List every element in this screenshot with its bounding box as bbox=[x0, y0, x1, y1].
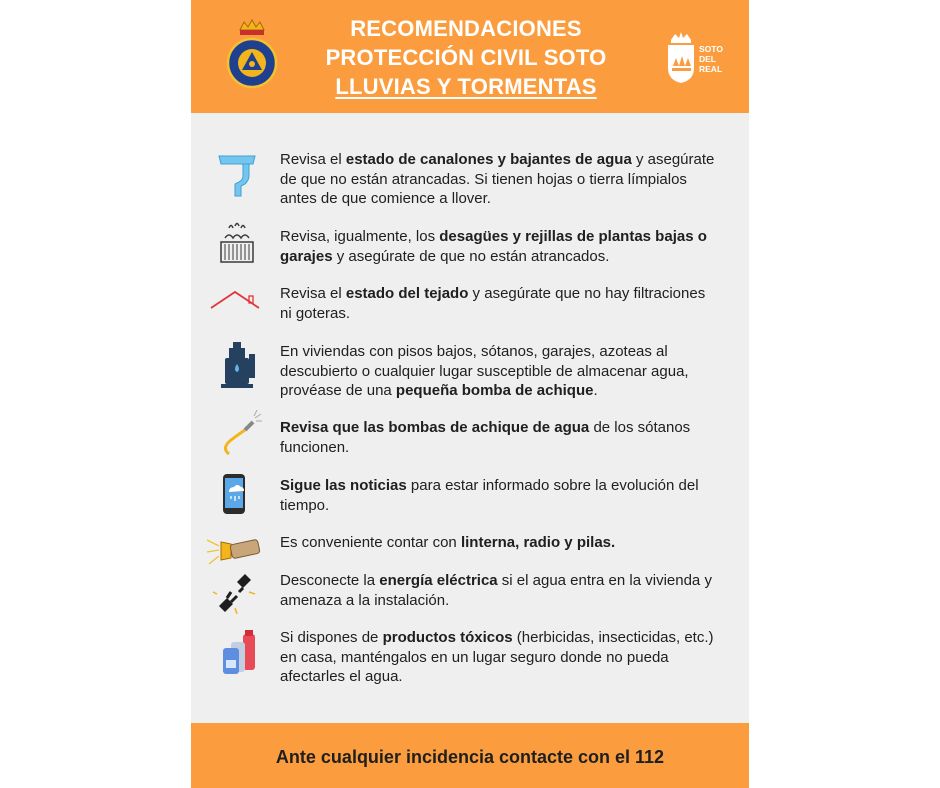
sump-pump-icon bbox=[205, 340, 263, 390]
recommendation-9 bbox=[280, 628, 720, 687]
text-normal: si el agua entra en la vivienda y amenaza a la instalación. bbox=[280, 572, 712, 609]
text-bold: productos tóxicos bbox=[382, 629, 513, 646]
header-banner bbox=[191, 0, 749, 113]
recommendation-4 bbox=[280, 342, 720, 401]
poster bbox=[191, 0, 749, 788]
text-normal: (herbicidas, insecticidas, etc.) en casa, manténgalos en un lugar seguro donde no pueda afectarles el agua. bbox=[280, 629, 714, 685]
soto-del-real-logo bbox=[665, 32, 725, 84]
text-normal: En viviendas con pisos bajos, sótanos, garajes, azoteas al descubierto o cualquier lugar susceptible de almacenar agua, provéase de una bbox=[280, 343, 689, 399]
text-normal: Revisa el bbox=[280, 285, 346, 302]
text-normal: . bbox=[593, 382, 598, 399]
recommendation-1 bbox=[280, 150, 720, 209]
footer-banner bbox=[191, 723, 749, 788]
logo-text-line-1: SOTO bbox=[699, 44, 723, 54]
title-line-3: LLUVIAS Y TORMENTAS bbox=[335, 74, 597, 99]
text-bold: energía eléctrica bbox=[379, 572, 498, 589]
phone-weather-icon bbox=[205, 470, 263, 520]
title-line-1: RECOMENDACIONES bbox=[350, 16, 582, 41]
logo-text bbox=[699, 44, 723, 74]
text-bold: estado de canalones y bajantes de agua bbox=[345, 151, 632, 168]
text-normal: y asegúrate que no hay filtraciones ni goteras. bbox=[280, 285, 706, 322]
recommendation-5 bbox=[280, 418, 720, 457]
recommendation-7 bbox=[280, 533, 720, 553]
text-bold: estado del tejado bbox=[345, 285, 469, 302]
proteccion-civil-logo bbox=[224, 18, 280, 90]
chemical-bottles-icon bbox=[205, 628, 263, 678]
title-line-2: PROTECCIÓN CIVIL SOTO bbox=[325, 45, 607, 70]
poster-title bbox=[291, 14, 641, 101]
water-hose-icon bbox=[205, 410, 263, 460]
text-normal: Revisa el bbox=[280, 151, 346, 168]
text-bold: Revisa que las bombas de achique de agua bbox=[280, 419, 590, 436]
text-bold: linterna, radio y pilas. bbox=[460, 534, 616, 551]
gutter-icon bbox=[205, 150, 263, 200]
roof-icon bbox=[205, 284, 263, 334]
drain-grate-icon bbox=[205, 220, 263, 270]
text-bold: pequeña bomba de achique bbox=[395, 382, 594, 399]
text-normal: Revisa, igualmente, los bbox=[280, 228, 440, 245]
text-normal: Si dispones de bbox=[280, 629, 383, 646]
text-normal: Desconecte la bbox=[280, 572, 380, 589]
logo-text-line-3: REAL bbox=[699, 64, 723, 74]
text-normal: para estar informado sobre la evolución del tiempo. bbox=[280, 477, 699, 514]
text-normal: Es conveniente contar con bbox=[280, 534, 461, 551]
text-normal: y asegúrate de que no están atrancadas. Si tienen hojas o tierra límpialos antes de que comience a llover. bbox=[280, 151, 715, 207]
text-normal: de los sótanos funcionen. bbox=[280, 419, 691, 456]
text-bold: Sigue las noticias bbox=[280, 477, 407, 494]
recommendation-8 bbox=[280, 571, 720, 610]
text-bold: desagües y rejillas de plantas bajas o garajes bbox=[280, 228, 707, 265]
text-normal: y asegúrate de que no están atrancados. bbox=[332, 247, 610, 265]
crown-shield-icon bbox=[665, 32, 697, 84]
recommendation-6 bbox=[280, 476, 720, 515]
logo-text-line-2: DEL bbox=[699, 54, 716, 64]
emergency-contact-text: Ante cualquier incidencia contacte con el 112 bbox=[275, 747, 665, 767]
plug-icon bbox=[205, 568, 263, 618]
recommendation-3 bbox=[280, 284, 720, 323]
recommendation-2 bbox=[280, 227, 720, 266]
